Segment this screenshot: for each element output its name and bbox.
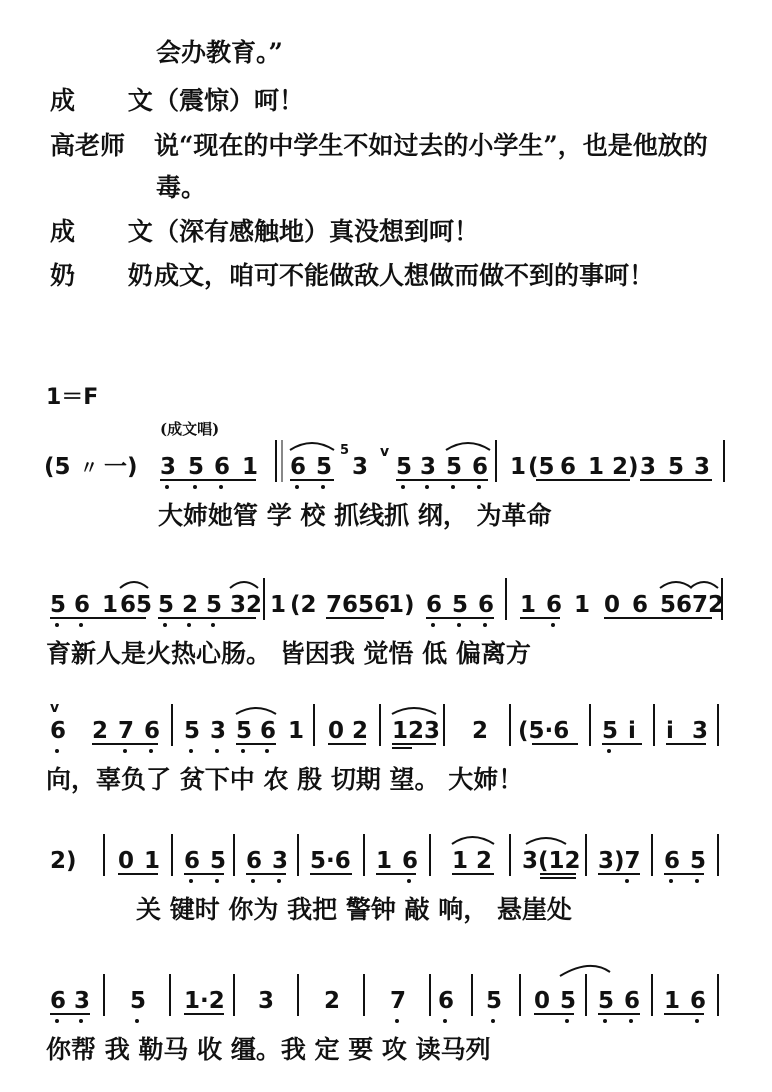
svg-text:1: 1 xyxy=(452,848,469,874)
svg-text:1: 1 xyxy=(144,848,161,874)
svg-text:6: 6 xyxy=(560,454,577,480)
svg-text:3: 3 xyxy=(74,988,91,1014)
svg-text:6: 6 xyxy=(184,848,201,874)
svg-text:1: 1 xyxy=(574,592,591,618)
svg-text:3: 3 xyxy=(692,718,709,744)
dialogue-line-2-continuation: 毒。 xyxy=(156,173,207,202)
svg-text:5: 5 xyxy=(598,988,615,1014)
svg-text:6: 6 xyxy=(624,988,641,1014)
svg-text:6: 6 xyxy=(438,988,455,1014)
system-2-lyrics: 育新人是火热心肠。 皆因我 觉悟 低 偏离方 xyxy=(46,639,531,668)
svg-text:6: 6 xyxy=(690,988,707,1014)
svg-text:2: 2 xyxy=(352,718,369,744)
dialogue-continuation-0: 会办教育。” xyxy=(156,38,283,67)
svg-text:3: 3 xyxy=(640,454,657,480)
dialogue-line-3: （深有感触地）真没想到呵！ xyxy=(154,217,480,246)
score-system-2 xyxy=(0,570,772,680)
svg-text:1: 1 xyxy=(102,592,119,618)
svg-text:5: 5 xyxy=(668,454,685,480)
svg-text:6: 6 xyxy=(472,454,489,480)
svg-text:5: 5 xyxy=(236,718,253,744)
svg-text:1: 1 xyxy=(588,454,605,480)
key-signature: 1＝F xyxy=(46,385,99,410)
svg-text:5: 5 xyxy=(452,592,469,618)
svg-text:6: 6 xyxy=(260,718,277,744)
svg-text:6: 6 xyxy=(632,592,649,618)
svg-text:5: 5 xyxy=(158,592,175,618)
svg-text:5: 5 xyxy=(50,592,67,618)
svg-text:123: 123 xyxy=(392,718,441,744)
svg-text:5: 5 xyxy=(206,592,223,618)
svg-text:3: 3 xyxy=(272,848,289,874)
svg-text:i: i xyxy=(666,718,674,744)
svg-text:3: 3 xyxy=(694,454,711,480)
svg-text:1: 1 xyxy=(664,988,681,1014)
score-system-1 xyxy=(0,432,772,542)
svg-text:6: 6 xyxy=(50,988,67,1014)
svg-text:0: 0 xyxy=(328,718,345,744)
svg-text:5: 5 xyxy=(602,718,619,744)
dialogue-line-1: （震惊）呵！ xyxy=(154,86,305,115)
svg-text:1: 1 xyxy=(510,454,527,480)
svg-text:2): 2) xyxy=(612,454,639,480)
svg-text:5: 5 xyxy=(130,988,147,1014)
svg-text:1: 1 xyxy=(520,592,537,618)
system-3-lyrics: 向，辜负了 贫下中 农 殷 切期 望。 大姉！ xyxy=(46,765,524,794)
svg-text:v: v xyxy=(380,444,390,460)
svg-text:(5: (5 xyxy=(44,454,71,480)
dialogue-line-2: 说“现在的中学生不如过去的小学生”，也是他放的 xyxy=(154,131,708,160)
svg-text:6: 6 xyxy=(290,454,307,480)
svg-text:5: 5 xyxy=(690,848,707,874)
svg-text:65: 65 xyxy=(120,592,153,618)
svg-text:7656: 7656 xyxy=(326,592,391,618)
svg-text:2): 2) xyxy=(50,848,77,874)
svg-text:(2: (2 xyxy=(290,592,317,618)
svg-text:5: 5 xyxy=(188,454,205,480)
svg-text:6: 6 xyxy=(214,454,231,480)
svg-text:3: 3 xyxy=(210,718,227,744)
svg-text:6: 6 xyxy=(546,592,563,618)
svg-text:6: 6 xyxy=(144,718,161,744)
svg-text:5: 5 xyxy=(486,988,503,1014)
svg-text:5: 5 xyxy=(396,454,413,480)
score-system-5 xyxy=(0,950,772,1070)
svg-text:v: v xyxy=(50,700,60,716)
svg-text:2: 2 xyxy=(182,592,199,618)
svg-text:0: 0 xyxy=(534,988,551,1014)
svg-text:6: 6 xyxy=(426,592,443,618)
speaker-chengwen-1 xyxy=(50,81,175,117)
svg-text:(5·6: (5·6 xyxy=(518,718,570,744)
speaker-name: 成 文 xyxy=(50,86,175,115)
svg-text:6: 6 xyxy=(478,592,495,618)
speaker-teacher-gao: 高老师 xyxy=(50,131,126,160)
svg-text:5: 5 xyxy=(446,454,463,480)
svg-text:3)7: 3)7 xyxy=(598,848,641,874)
speaker-name: 奶 奶 xyxy=(50,261,175,290)
svg-text:1): 1) xyxy=(388,592,415,618)
singer-note: (成文唱) xyxy=(160,420,220,438)
svg-text:0: 0 xyxy=(604,592,621,618)
svg-text:3: 3 xyxy=(160,454,177,480)
svg-text:5·6: 5·6 xyxy=(310,848,351,874)
system-5-lyrics: 你帮 我 勒马 收 缰。我 定 要 攻 读马列 xyxy=(46,1035,491,1064)
score-system-3 xyxy=(0,688,772,798)
svg-text:1: 1 xyxy=(270,592,287,618)
svg-text:〃: 〃 xyxy=(80,458,98,479)
svg-text:5: 5 xyxy=(560,988,577,1014)
dialogue-line-4: 成文，咱可不能做敌人想做而做不到的事呵！ xyxy=(154,261,655,290)
svg-text:7: 7 xyxy=(390,988,407,1014)
svg-text:2: 2 xyxy=(472,718,489,744)
svg-text:6: 6 xyxy=(664,848,681,874)
score-system-4 xyxy=(0,818,772,928)
svg-text:2: 2 xyxy=(92,718,109,744)
svg-text:1: 1 xyxy=(242,454,259,480)
svg-text:5: 5 xyxy=(340,443,350,458)
svg-text:3: 3 xyxy=(258,988,275,1014)
svg-text:6: 6 xyxy=(246,848,263,874)
svg-text:3: 3 xyxy=(420,454,437,480)
svg-text:3(12: 3(12 xyxy=(522,848,581,874)
svg-text:i: i xyxy=(628,718,636,744)
svg-text:7: 7 xyxy=(118,718,135,744)
svg-text:1: 1 xyxy=(288,718,305,744)
svg-text:(5: (5 xyxy=(528,454,555,480)
svg-text:6: 6 xyxy=(402,848,419,874)
svg-text:1: 1 xyxy=(376,848,393,874)
svg-text:2: 2 xyxy=(476,848,493,874)
svg-text:2: 2 xyxy=(324,988,341,1014)
system-4-lyrics: 关 键时 你为 我把 警钟 敲 响， 悬崖处 xyxy=(136,895,572,924)
svg-text:0: 0 xyxy=(118,848,135,874)
svg-text:5: 5 xyxy=(184,718,201,744)
svg-text:一): 一) xyxy=(104,454,138,480)
svg-text:6: 6 xyxy=(50,718,67,744)
svg-text:32: 32 xyxy=(230,592,263,618)
svg-text:5: 5 xyxy=(210,848,227,874)
system-1-lyrics: 大姉她管 学 校 抓线抓 纲， 为革命 xyxy=(158,501,552,530)
svg-text:6: 6 xyxy=(74,592,91,618)
svg-text:1·2: 1·2 xyxy=(184,988,225,1014)
svg-text:5672: 5672 xyxy=(660,592,725,618)
svg-text:5: 5 xyxy=(316,454,333,480)
speaker-name: 成 文 xyxy=(50,217,175,246)
svg-text:3: 3 xyxy=(352,454,369,480)
